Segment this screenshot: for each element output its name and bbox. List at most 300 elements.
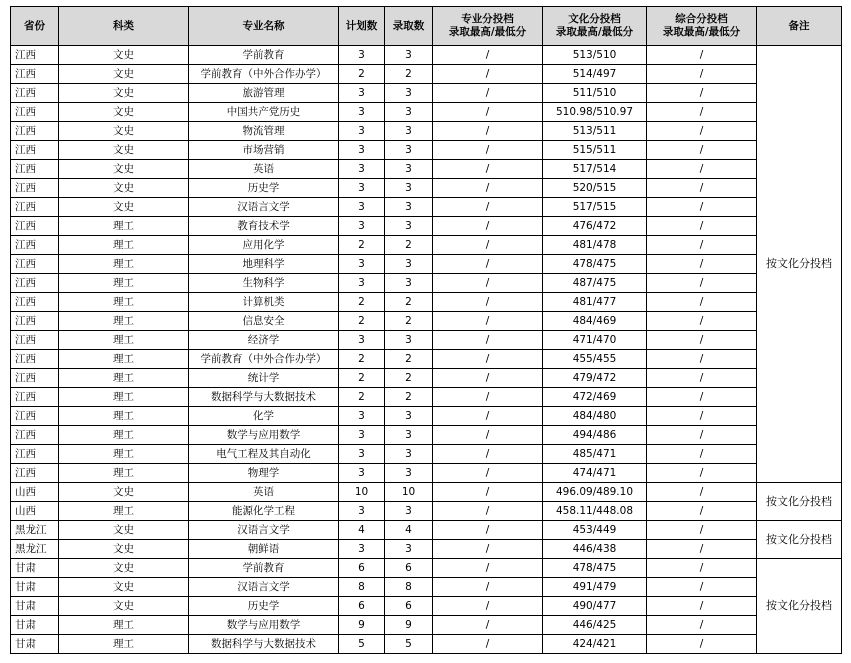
major-cell: 历史学 bbox=[189, 179, 339, 198]
major-cell: 历史学 bbox=[189, 597, 339, 616]
category-cell: 理工 bbox=[59, 369, 189, 388]
category-cell: 理工 bbox=[59, 350, 189, 369]
composite-score-cell: / bbox=[647, 540, 757, 559]
major-cell: 汉语言文学 bbox=[189, 578, 339, 597]
province-cell: 甘肃 bbox=[11, 616, 59, 635]
major-cell: 物流管理 bbox=[189, 122, 339, 141]
table-row bbox=[11, 198, 842, 217]
remarks-cell: 按文化分投档 bbox=[757, 521, 842, 559]
admit-count-cell: 4 bbox=[385, 521, 433, 540]
category-cell: 理工 bbox=[59, 255, 189, 274]
culture-score-cell: 479/472 bbox=[543, 369, 647, 388]
major-score-cell: / bbox=[433, 388, 543, 407]
culture-score-cell: 484/469 bbox=[543, 312, 647, 331]
major-cell: 数据科学与大数据技术 bbox=[189, 388, 339, 407]
culture-score-cell: 446/425 bbox=[543, 616, 647, 635]
admit-count-cell: 3 bbox=[385, 426, 433, 445]
plan-count-cell: 3 bbox=[339, 46, 385, 65]
composite-score-cell: / bbox=[647, 84, 757, 103]
table-row bbox=[11, 84, 842, 103]
major-cell: 英语 bbox=[189, 160, 339, 179]
table-row bbox=[11, 141, 842, 160]
plan-count-cell: 3 bbox=[339, 198, 385, 217]
culture-score-cell: 453/449 bbox=[543, 521, 647, 540]
culture-score-cell: 494/486 bbox=[543, 426, 647, 445]
category-cell: 文史 bbox=[59, 483, 189, 502]
major-score-cell: / bbox=[433, 103, 543, 122]
major-score-cell: / bbox=[433, 122, 543, 141]
category-cell: 文史 bbox=[59, 559, 189, 578]
province-cell: 江西 bbox=[11, 445, 59, 464]
admit-count-cell: 3 bbox=[385, 217, 433, 236]
major-cell: 市场营销 bbox=[189, 141, 339, 160]
major-cell: 汉语言文学 bbox=[189, 521, 339, 540]
province-cell: 江西 bbox=[11, 312, 59, 331]
header-composite-score: 综合分投档 录取最高/最低分 bbox=[647, 7, 757, 46]
plan-count-cell: 2 bbox=[339, 236, 385, 255]
composite-score-cell: / bbox=[647, 388, 757, 407]
plan-count-cell: 8 bbox=[339, 578, 385, 597]
province-cell: 江西 bbox=[11, 350, 59, 369]
province-cell: 江西 bbox=[11, 217, 59, 236]
category-cell: 理工 bbox=[59, 293, 189, 312]
province-cell: 黑龙江 bbox=[11, 540, 59, 559]
category-cell: 文史 bbox=[59, 46, 189, 65]
table-row bbox=[11, 255, 842, 274]
category-cell: 理工 bbox=[59, 331, 189, 350]
province-cell: 甘肃 bbox=[11, 559, 59, 578]
admit-count-cell: 8 bbox=[385, 578, 433, 597]
major-score-cell: / bbox=[433, 236, 543, 255]
culture-score-cell: 471/470 bbox=[543, 331, 647, 350]
major-cell: 数学与应用数学 bbox=[189, 426, 339, 445]
category-cell: 文史 bbox=[59, 160, 189, 179]
major-cell: 英语 bbox=[189, 483, 339, 502]
table-row bbox=[11, 236, 842, 255]
plan-count-cell: 2 bbox=[339, 369, 385, 388]
culture-score-cell: 485/471 bbox=[543, 445, 647, 464]
category-cell: 文史 bbox=[59, 179, 189, 198]
table-row bbox=[11, 616, 842, 635]
composite-score-cell: / bbox=[647, 65, 757, 84]
table-row bbox=[11, 122, 842, 141]
category-cell: 文史 bbox=[59, 141, 189, 160]
major-cell: 旅游管理 bbox=[189, 84, 339, 103]
category-cell: 理工 bbox=[59, 502, 189, 521]
remarks-cell: 按文化分投档 bbox=[757, 46, 842, 483]
composite-score-cell: / bbox=[647, 350, 757, 369]
culture-score-cell: 476/472 bbox=[543, 217, 647, 236]
province-cell: 江西 bbox=[11, 236, 59, 255]
major-score-cell: / bbox=[433, 65, 543, 84]
category-cell: 文史 bbox=[59, 84, 189, 103]
culture-score-cell: 481/478 bbox=[543, 236, 647, 255]
table-row bbox=[11, 426, 842, 445]
major-cell: 应用化学 bbox=[189, 236, 339, 255]
composite-score-cell: / bbox=[647, 312, 757, 331]
table-row bbox=[11, 350, 842, 369]
major-cell: 电气工程及其自动化 bbox=[189, 445, 339, 464]
major-score-cell: / bbox=[433, 540, 543, 559]
composite-score-cell: / bbox=[647, 217, 757, 236]
admission-table-container bbox=[10, 6, 842, 654]
plan-count-cell: 10 bbox=[339, 483, 385, 502]
composite-score-cell: / bbox=[647, 179, 757, 198]
category-cell: 文史 bbox=[59, 521, 189, 540]
major-cell: 数据科学与大数据技术 bbox=[189, 635, 339, 654]
major-cell: 信息安全 bbox=[189, 312, 339, 331]
remarks-cell: 按文化分投档 bbox=[757, 483, 842, 521]
province-cell: 甘肃 bbox=[11, 578, 59, 597]
culture-score-cell: 510.98/510.97 bbox=[543, 103, 647, 122]
admit-count-cell: 3 bbox=[385, 141, 433, 160]
plan-count-cell: 3 bbox=[339, 160, 385, 179]
major-cell: 地理科学 bbox=[189, 255, 339, 274]
major-cell: 学前教育 bbox=[189, 559, 339, 578]
table-row bbox=[11, 293, 842, 312]
composite-score-cell: / bbox=[647, 255, 757, 274]
culture-score-cell: 455/455 bbox=[543, 350, 647, 369]
composite-score-cell: / bbox=[647, 597, 757, 616]
province-cell: 江西 bbox=[11, 331, 59, 350]
major-score-cell: / bbox=[433, 369, 543, 388]
composite-score-cell: / bbox=[647, 464, 757, 483]
plan-count-cell: 3 bbox=[339, 122, 385, 141]
remarks-cell: 按文化分投档 bbox=[757, 559, 842, 654]
major-score-cell: / bbox=[433, 84, 543, 103]
table-row bbox=[11, 445, 842, 464]
major-cell: 教育技术学 bbox=[189, 217, 339, 236]
major-score-cell: / bbox=[433, 445, 543, 464]
category-cell: 文史 bbox=[59, 540, 189, 559]
category-cell: 文史 bbox=[59, 597, 189, 616]
major-score-cell: / bbox=[433, 217, 543, 236]
province-cell: 江西 bbox=[11, 198, 59, 217]
composite-score-cell: / bbox=[647, 407, 757, 426]
header-major-score: 专业分投档 录取最高/最低分 bbox=[433, 7, 543, 46]
major-score-cell: / bbox=[433, 274, 543, 293]
admit-count-cell: 3 bbox=[385, 255, 433, 274]
table-row bbox=[11, 274, 842, 293]
table-row bbox=[11, 217, 842, 236]
major-cell: 统计学 bbox=[189, 369, 339, 388]
composite-score-cell: / bbox=[647, 198, 757, 217]
culture-score-cell: 513/510 bbox=[543, 46, 647, 65]
composite-score-cell: / bbox=[647, 635, 757, 654]
culture-score-cell: 474/471 bbox=[543, 464, 647, 483]
category-cell: 理工 bbox=[59, 274, 189, 293]
plan-count-cell: 4 bbox=[339, 521, 385, 540]
admit-count-cell: 6 bbox=[385, 559, 433, 578]
major-cell: 汉语言文学 bbox=[189, 198, 339, 217]
major-cell: 学前教育（中外合作办学） bbox=[189, 350, 339, 369]
category-cell: 理工 bbox=[59, 445, 189, 464]
major-cell: 化学 bbox=[189, 407, 339, 426]
table-body bbox=[11, 46, 842, 654]
admit-count-cell: 3 bbox=[385, 84, 433, 103]
major-score-cell: / bbox=[433, 160, 543, 179]
major-score-cell: / bbox=[433, 426, 543, 445]
plan-count-cell: 3 bbox=[339, 502, 385, 521]
header-province: 省份 bbox=[11, 7, 59, 46]
province-cell: 江西 bbox=[11, 160, 59, 179]
composite-score-cell: / bbox=[647, 616, 757, 635]
admit-count-cell: 2 bbox=[385, 236, 433, 255]
plan-count-cell: 2 bbox=[339, 350, 385, 369]
category-cell: 理工 bbox=[59, 616, 189, 635]
major-score-cell: / bbox=[433, 559, 543, 578]
major-score-cell: / bbox=[433, 502, 543, 521]
admit-count-cell: 3 bbox=[385, 46, 433, 65]
category-cell: 理工 bbox=[59, 426, 189, 445]
plan-count-cell: 2 bbox=[339, 293, 385, 312]
province-cell: 江西 bbox=[11, 426, 59, 445]
plan-count-cell: 6 bbox=[339, 559, 385, 578]
admit-count-cell: 3 bbox=[385, 502, 433, 521]
table-row bbox=[11, 521, 842, 540]
province-cell: 黑龙江 bbox=[11, 521, 59, 540]
table-row bbox=[11, 464, 842, 483]
major-cell: 朝鲜语 bbox=[189, 540, 339, 559]
category-cell: 理工 bbox=[59, 407, 189, 426]
category-cell: 理工 bbox=[59, 217, 189, 236]
category-cell: 理工 bbox=[59, 236, 189, 255]
admit-count-cell: 3 bbox=[385, 407, 433, 426]
plan-count-cell: 3 bbox=[339, 464, 385, 483]
culture-score-cell: 478/475 bbox=[543, 255, 647, 274]
table-row bbox=[11, 46, 842, 65]
admit-count-cell: 3 bbox=[385, 464, 433, 483]
major-cell: 生物科学 bbox=[189, 274, 339, 293]
major-score-cell: / bbox=[433, 483, 543, 502]
major-cell: 能源化学工程 bbox=[189, 502, 339, 521]
admit-count-cell: 2 bbox=[385, 369, 433, 388]
major-score-cell: / bbox=[433, 293, 543, 312]
plan-count-cell: 2 bbox=[339, 65, 385, 84]
plan-count-cell: 3 bbox=[339, 426, 385, 445]
culture-score-cell: 491/479 bbox=[543, 578, 647, 597]
major-score-cell: / bbox=[433, 521, 543, 540]
major-cell: 学前教育 bbox=[189, 46, 339, 65]
table-row bbox=[11, 103, 842, 122]
culture-score-cell: 517/515 bbox=[543, 198, 647, 217]
admit-count-cell: 2 bbox=[385, 293, 433, 312]
major-score-cell: / bbox=[433, 578, 543, 597]
admit-count-cell: 9 bbox=[385, 616, 433, 635]
category-cell: 文史 bbox=[59, 103, 189, 122]
province-cell: 江西 bbox=[11, 141, 59, 160]
plan-count-cell: 3 bbox=[339, 103, 385, 122]
composite-score-cell: / bbox=[647, 103, 757, 122]
plan-count-cell: 3 bbox=[339, 331, 385, 350]
composite-score-cell: / bbox=[647, 445, 757, 464]
table-row bbox=[11, 483, 842, 502]
major-score-cell: / bbox=[433, 407, 543, 426]
admit-count-cell: 2 bbox=[385, 350, 433, 369]
table-row bbox=[11, 502, 842, 521]
header-plan-count: 计划数 bbox=[339, 7, 385, 46]
composite-score-cell: / bbox=[647, 46, 757, 65]
major-score-cell: / bbox=[433, 141, 543, 160]
composite-score-cell: / bbox=[647, 331, 757, 350]
province-cell: 江西 bbox=[11, 293, 59, 312]
table-row bbox=[11, 578, 842, 597]
culture-score-cell: 478/475 bbox=[543, 559, 647, 578]
admit-count-cell: 3 bbox=[385, 540, 433, 559]
culture-score-cell: 472/469 bbox=[543, 388, 647, 407]
composite-score-cell: / bbox=[647, 502, 757, 521]
culture-score-cell: 481/477 bbox=[543, 293, 647, 312]
major-cell: 物理学 bbox=[189, 464, 339, 483]
table-row bbox=[11, 312, 842, 331]
header-culture-score: 文化分投档 录取最高/最低分 bbox=[543, 7, 647, 46]
table-row bbox=[11, 160, 842, 179]
plan-count-cell: 3 bbox=[339, 274, 385, 293]
admit-count-cell: 3 bbox=[385, 103, 433, 122]
header-major: 专业名称 bbox=[189, 7, 339, 46]
category-cell: 理工 bbox=[59, 635, 189, 654]
major-score-cell: / bbox=[433, 635, 543, 654]
province-cell: 山西 bbox=[11, 483, 59, 502]
province-cell: 山西 bbox=[11, 502, 59, 521]
major-score-cell: / bbox=[433, 179, 543, 198]
composite-score-cell: / bbox=[647, 293, 757, 312]
culture-score-cell: 487/475 bbox=[543, 274, 647, 293]
culture-score-cell: 458.11/448.08 bbox=[543, 502, 647, 521]
plan-count-cell: 2 bbox=[339, 388, 385, 407]
admit-count-cell: 2 bbox=[385, 312, 433, 331]
culture-score-cell: 446/438 bbox=[543, 540, 647, 559]
table-row bbox=[11, 635, 842, 654]
culture-score-cell: 496.09/489.10 bbox=[543, 483, 647, 502]
culture-score-cell: 517/514 bbox=[543, 160, 647, 179]
composite-score-cell: / bbox=[647, 521, 757, 540]
admit-count-cell: 3 bbox=[385, 179, 433, 198]
category-cell: 文史 bbox=[59, 122, 189, 141]
composite-score-cell: / bbox=[647, 160, 757, 179]
plan-count-cell: 3 bbox=[339, 445, 385, 464]
culture-score-cell: 424/421 bbox=[543, 635, 647, 654]
province-cell: 江西 bbox=[11, 122, 59, 141]
province-cell: 江西 bbox=[11, 179, 59, 198]
admit-count-cell: 3 bbox=[385, 274, 433, 293]
plan-count-cell: 3 bbox=[339, 255, 385, 274]
major-score-cell: / bbox=[433, 597, 543, 616]
admit-count-cell: 3 bbox=[385, 198, 433, 217]
province-cell: 江西 bbox=[11, 103, 59, 122]
plan-count-cell: 3 bbox=[339, 179, 385, 198]
composite-score-cell: / bbox=[647, 483, 757, 502]
major-score-cell: / bbox=[433, 46, 543, 65]
culture-score-cell: 511/510 bbox=[543, 84, 647, 103]
plan-count-cell: 6 bbox=[339, 597, 385, 616]
plan-count-cell: 3 bbox=[339, 84, 385, 103]
composite-score-cell: / bbox=[647, 559, 757, 578]
major-cell: 学前教育（中外合作办学） bbox=[189, 65, 339, 84]
culture-score-cell: 484/480 bbox=[543, 407, 647, 426]
province-cell: 江西 bbox=[11, 255, 59, 274]
major-cell: 数学与应用数学 bbox=[189, 616, 339, 635]
category-cell: 文史 bbox=[59, 198, 189, 217]
major-score-cell: / bbox=[433, 312, 543, 331]
major-cell: 计算机类 bbox=[189, 293, 339, 312]
plan-count-cell: 2 bbox=[339, 312, 385, 331]
admit-count-cell: 5 bbox=[385, 635, 433, 654]
admit-count-cell: 3 bbox=[385, 331, 433, 350]
province-cell: 江西 bbox=[11, 369, 59, 388]
header-remarks: 备注 bbox=[757, 7, 842, 46]
culture-score-cell: 514/497 bbox=[543, 65, 647, 84]
category-cell: 理工 bbox=[59, 388, 189, 407]
province-cell: 甘肃 bbox=[11, 597, 59, 616]
province-cell: 江西 bbox=[11, 46, 59, 65]
province-cell: 江西 bbox=[11, 274, 59, 293]
table-row bbox=[11, 331, 842, 350]
header-admit-count: 录取数 bbox=[385, 7, 433, 46]
table-row bbox=[11, 369, 842, 388]
table-row bbox=[11, 559, 842, 578]
major-score-cell: / bbox=[433, 331, 543, 350]
major-score-cell: / bbox=[433, 464, 543, 483]
admission-score-table bbox=[10, 6, 842, 654]
culture-score-cell: 515/511 bbox=[543, 141, 647, 160]
major-score-cell: / bbox=[433, 255, 543, 274]
table-row bbox=[11, 65, 842, 84]
culture-score-cell: 520/515 bbox=[543, 179, 647, 198]
table-row bbox=[11, 407, 842, 426]
table-row bbox=[11, 179, 842, 198]
major-score-cell: / bbox=[433, 198, 543, 217]
category-cell: 文史 bbox=[59, 578, 189, 597]
culture-score-cell: 513/511 bbox=[543, 122, 647, 141]
major-cell: 中国共产党历史 bbox=[189, 103, 339, 122]
plan-count-cell: 3 bbox=[339, 540, 385, 559]
category-cell: 理工 bbox=[59, 464, 189, 483]
province-cell: 江西 bbox=[11, 65, 59, 84]
category-cell: 理工 bbox=[59, 312, 189, 331]
admit-count-cell: 3 bbox=[385, 160, 433, 179]
composite-score-cell: / bbox=[647, 236, 757, 255]
province-cell: 江西 bbox=[11, 464, 59, 483]
major-score-cell: / bbox=[433, 616, 543, 635]
header-category: 科类 bbox=[59, 7, 189, 46]
plan-count-cell: 3 bbox=[339, 407, 385, 426]
admit-count-cell: 3 bbox=[385, 122, 433, 141]
major-score-cell: / bbox=[433, 350, 543, 369]
composite-score-cell: / bbox=[647, 122, 757, 141]
culture-score-cell: 490/477 bbox=[543, 597, 647, 616]
plan-count-cell: 3 bbox=[339, 141, 385, 160]
plan-count-cell: 9 bbox=[339, 616, 385, 635]
province-cell: 江西 bbox=[11, 407, 59, 426]
plan-count-cell: 3 bbox=[339, 217, 385, 236]
admit-count-cell: 2 bbox=[385, 65, 433, 84]
composite-score-cell: / bbox=[647, 578, 757, 597]
province-cell: 江西 bbox=[11, 84, 59, 103]
major-cell: 经济学 bbox=[189, 331, 339, 350]
table-row bbox=[11, 597, 842, 616]
plan-count-cell: 5 bbox=[339, 635, 385, 654]
province-cell: 江西 bbox=[11, 388, 59, 407]
table-row bbox=[11, 388, 842, 407]
composite-score-cell: / bbox=[647, 141, 757, 160]
composite-score-cell: / bbox=[647, 426, 757, 445]
table-row bbox=[11, 540, 842, 559]
category-cell: 文史 bbox=[59, 65, 189, 84]
table-header-row bbox=[11, 7, 842, 46]
admit-count-cell: 2 bbox=[385, 388, 433, 407]
admit-count-cell: 10 bbox=[385, 483, 433, 502]
